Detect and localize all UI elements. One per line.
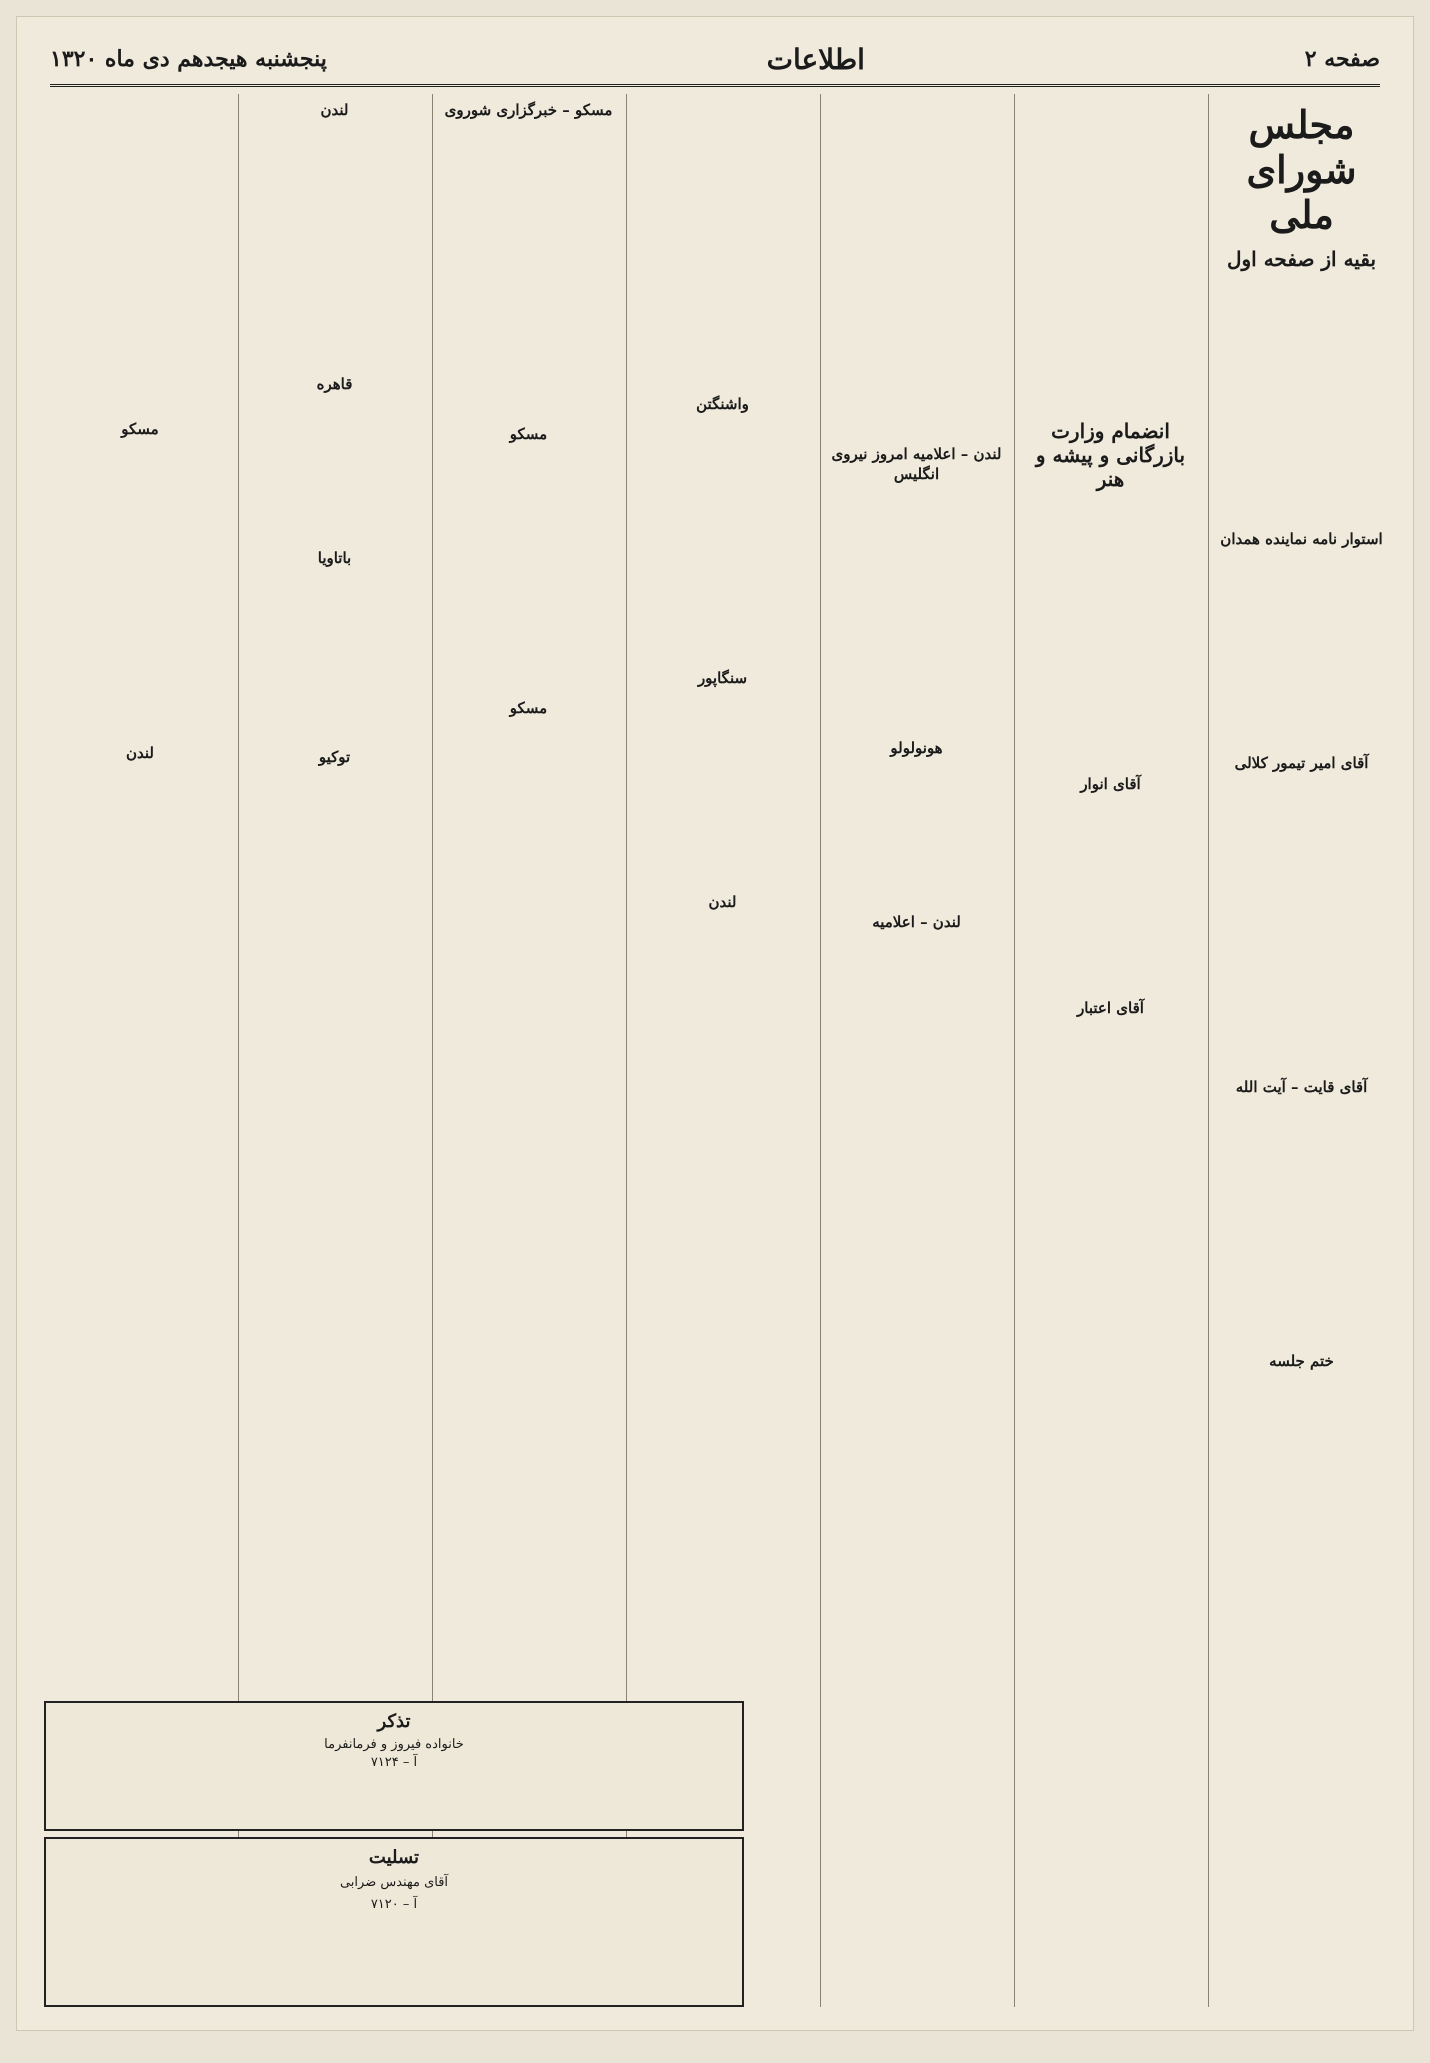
body-text bbox=[247, 771, 422, 940]
body-text bbox=[1217, 1101, 1386, 1345]
section-title: مسکو – خبرگزاری شوروی bbox=[444, 101, 613, 119]
condolence-ad bbox=[44, 1837, 744, 2007]
section-title: قاهره bbox=[316, 375, 353, 393]
body-text bbox=[52, 767, 228, 986]
section-title: سنگاپور bbox=[697, 669, 748, 687]
body-text bbox=[1217, 777, 1386, 1071]
section-title: مسکو bbox=[509, 699, 548, 717]
col-3 bbox=[820, 94, 1004, 2007]
notice-code: آ – ۷۱۲۴ bbox=[370, 1755, 418, 1770]
col-1 bbox=[1208, 94, 1386, 2007]
notice-ad bbox=[44, 1701, 744, 1831]
body-text bbox=[441, 722, 616, 941]
notice-text: خانواده فیروز و فرمانفرما bbox=[324, 1737, 464, 1752]
body-text bbox=[635, 916, 810, 1060]
section-title: استوار نامه نماینده همدان bbox=[1220, 530, 1383, 548]
section-title: لندن bbox=[320, 101, 349, 119]
paper-name: اطلاعات bbox=[766, 42, 865, 76]
footer: ختم جلسه bbox=[1269, 1352, 1334, 1370]
body-text bbox=[635, 94, 810, 388]
notice-title: تذکر bbox=[377, 1711, 411, 1732]
section-title: لندن – اعلامیه امروز نیروی انگلیس bbox=[831, 445, 1002, 483]
condolence-title: تسلیت bbox=[368, 1847, 420, 1868]
body-text bbox=[441, 448, 616, 692]
section-title: باتاویا bbox=[317, 549, 352, 567]
body-text bbox=[1217, 279, 1386, 523]
section-title: آقای انوار bbox=[1080, 775, 1141, 793]
body-text bbox=[247, 398, 422, 542]
masthead bbox=[50, 34, 1380, 87]
issue-date: پنجشنبه هیجدهم دی ماه ۱۳۲۰ bbox=[50, 46, 327, 72]
section-title: هونولولو bbox=[890, 739, 943, 757]
body-text bbox=[52, 443, 228, 737]
section-title: لندن bbox=[708, 893, 737, 911]
body-text bbox=[829, 488, 1004, 732]
section-title: واشنگتن bbox=[696, 395, 749, 413]
headline: مجلس شورای ملی bbox=[1246, 102, 1357, 237]
body-text bbox=[1023, 1022, 1198, 1241]
condolence-name: آقای مهندس ضرابی bbox=[339, 1875, 449, 1890]
body-text bbox=[829, 762, 1004, 906]
page-number: صفحه ۲ bbox=[1304, 46, 1380, 72]
section-title: آقای اعتبار bbox=[1077, 999, 1144, 1017]
body-text bbox=[635, 692, 810, 886]
section-title: لندن – اعلامیه bbox=[872, 913, 961, 931]
body-text bbox=[635, 418, 810, 662]
col-2 bbox=[1014, 94, 1198, 2007]
body-text bbox=[829, 936, 1004, 1055]
body-text bbox=[829, 94, 1004, 438]
condolence-code: آ – ۷۱۲۰ bbox=[370, 1897, 418, 1912]
body-text bbox=[1023, 798, 1198, 992]
body-text bbox=[247, 124, 422, 368]
body-text bbox=[247, 572, 422, 741]
body-text bbox=[1217, 553, 1386, 747]
body-text bbox=[1023, 94, 1198, 413]
section-title: انضمام وزارت بازرگانی و پیشه و هنر bbox=[1035, 419, 1186, 491]
section-title: آقای قایت – آیت الله bbox=[1235, 1078, 1368, 1096]
newspaper-page bbox=[16, 16, 1414, 2031]
section-title: مسکو bbox=[509, 425, 548, 443]
section-title: مسکو bbox=[121, 420, 159, 438]
body-text bbox=[441, 124, 616, 418]
body-text bbox=[1023, 499, 1198, 768]
section-title: آقای امیر تیمور کلالی bbox=[1234, 754, 1369, 772]
section-title: توکیو bbox=[318, 748, 351, 766]
body-text bbox=[52, 94, 228, 413]
subhead: بقیه از صفحه اول bbox=[1226, 247, 1377, 271]
section-title: لندن bbox=[126, 744, 154, 762]
